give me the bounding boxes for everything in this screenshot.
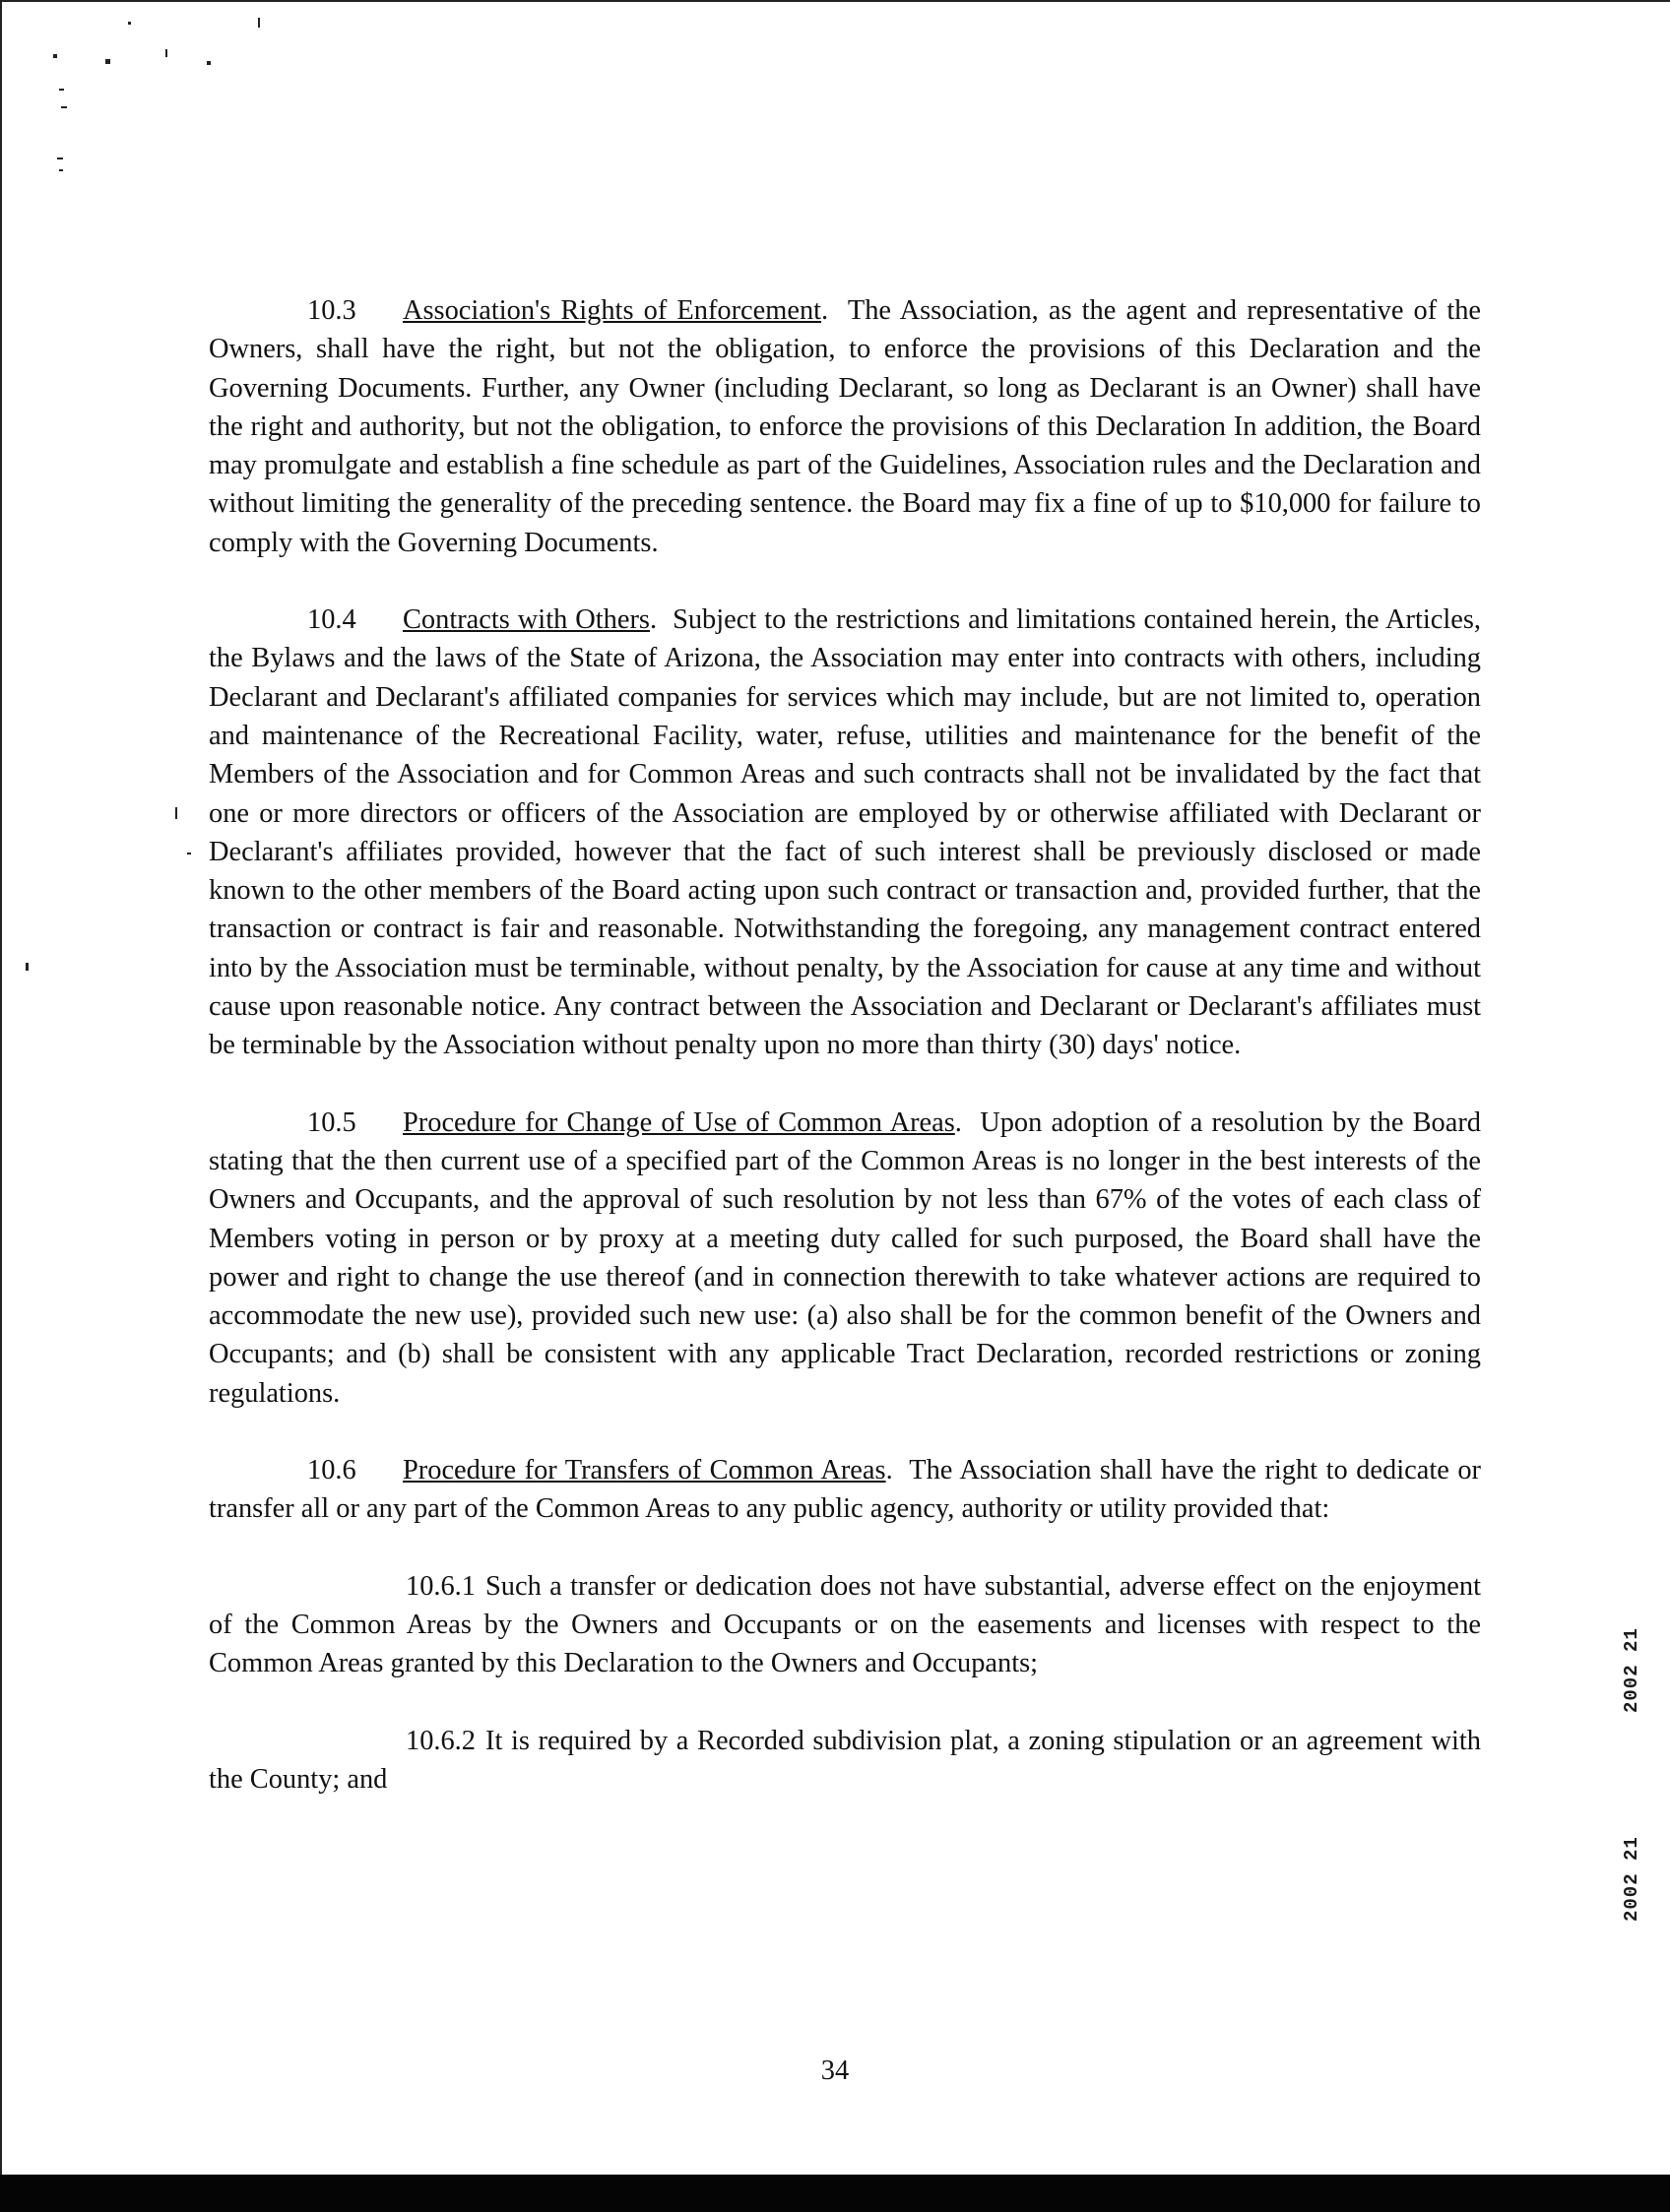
section-10-4: 10.4 Contracts with Others. Subject to the restrictions and limitations contained herein, the Articles, the Bylaws and the laws of the State of Arizona, the Association may enter into contracts with others, including Declarant and Declarant's affiliated companies for services which may include, but are not limited to, operation and maintenance of the Recreational Facility, water, refuse, utilities and maintenance for the benefit of the Members of the Association and for Common Areas and such contracts shall not be invalidated by the fact that one or more directors or officers of the Association are employed by or otherwise affiliated with Declarant or Declarant's affiliates provided, however that the fact of such interest shall be previously disclosed or made known to the other members of the Board acting upon such contract or transaction and, provided further, that the transaction or contract is fair and reasonable. Notwithstanding the foregoing, any management contract entered into by the Association must be terminable, without penalty, by the Association for cause at any time and without cause upon reasonable notice. Any contract between the Association and Declarant or Declarant's affiliates must be terminable by the Association without penalty upon no more than thirty (30) days' notice. [209, 600, 1481, 1065]
section-text: Upon adoption of a resolution by the Board stating that the then current use of a specified part of the Common Areas is no longer in the best interests of the Owners and Occupants, and the approval of such resolution by not less than 67% of the votes of each class of Members voting in person or by proxy at a meeting duty called for such purposed, the Board shall have the power and right to change the use thereof (and in connection therewith to take whatever actions are required to accommodate the new use), provided such new use: (a) also shall be for the common benefit of the Owners and Occupants; and (b) shall be consistent with any applicable Tract Declaration, recorded restrictions or zoning regulations. [209, 1106, 1482, 1409]
section-text: The Association, as the agent and representative of the Owners, shall have the right, but not the obligation, to enforce the provisions of this Declaration and the Governing Documents. Further, any Owner (including Declarant, so long as Declarant is an Owner) shall have the right and authority, but not the obligation, to enforce the provisions of this Declaration In addition, the Board may promulgate and establish a fine schedule as part of the Guidelines, Association rules and the Declaration and without limiting the generality of the preceding sentence. the Board may fix a fine of up to $10,000 for failure to comply with the Governing Documents. [209, 295, 1482, 558]
subsection-text: It is required by a Recorded subdivision plat, a zoning stipulation or an agreement with the County; and [209, 1725, 1481, 1795]
section-10-5: 10.5 Procedure for Change of Use of Common Areas. Upon adoption of a resolution by the Board stating that the then current use of a specified part of the Common Areas is no longer in the best interests of the Owners and Occupants, and the approval of such resolution by not less than 67% of the votes of each class of Members voting in person or by proxy at a meeting duty called for such purposed, the Board shall have the power and right to change the use thereof (and in connection therewith to take whatever actions are required to accommodate the new use), provided such new use: (a) also shall be for the common benefit of the Owners and Occupants; and (b) shall be consistent with any applicable Tract Declaration, recorded restrictions or zoning regulations. [209, 1104, 1481, 1413]
page-number: 34 [820, 2055, 850, 2086]
section-text: Subject to the restrictions and limitations contained herein, the Articles, the Bylaws and the laws of the State of Arizona, the Association may enter into contracts with others, including Declarant and Declarant's affiliated companies for services which may include, but are not limited to, operation and maintenance of the Recreational Facility, water, refuse, utilities and maintenance for the benefit of the Members of the Association and for Common Areas and such contracts shall not be invalidated by the fact that one or more directors or officers of the Association are employed by or otherwise affiliated with Declarant or Declarant's affiliates provided, however that the fact of such interest shall be previously disclosed or made known to the other members of the Board acting upon such contract or transaction and, provided further, that the transaction or contract is fair and reasonable. Notwithstanding the foregoing, any management contract entered into by the Association must be terminable, without penalty, by the Association for cause at any time and without cause upon reasonable notice. Any contract between the Association and Declarant or Declarant's affiliates must be terminable by the Association without penalty upon no more than thirty (30) days' notice. [209, 604, 1481, 1061]
subsection-text: Such a transfer or dedication does not have substantial, adverse effect on the enjoyment of the Common Areas by the Owners and Occupants or on the easements and licenses with respect to the Common Areas granted by this Declaration to the Owners and Occupants; [209, 1570, 1481, 1679]
subsection-number: 10.6.1 [406, 1570, 476, 1602]
section-10-6-1 [209, 1567, 1481, 1683]
section-text: The Association shall have the right to dedicate or transfer all or any part of the Common Areas to any public agency, authority or utility provided that: [209, 1455, 1481, 1525]
recording-stamp: 2002 21 [1621, 1836, 1642, 1922]
section-number: 10.5 [307, 1106, 356, 1138]
document-body [209, 291, 1481, 1837]
subsection-number: 10.6.2 [406, 1725, 476, 1756]
section-heading: Procedure for Transfers of Common Areas [403, 1455, 886, 1486]
section-10-3: 10.3 Association's Rights of Enforcement. The Association, as the agent and representative of the Owners, shall have the right, but not the obligation, to enforce the provisions of this Declaration and the Governing Documents. Further, any Owner (including Declarant, so long as Declarant is an Owner) shall have the right and authority, but not the obligation, to enforce the provisions of this Declaration In addition, the Board may promulgate and establish a fine schedule as part of the Guidelines, Association rules and the Declaration and without limiting the generality of the preceding sentence. the Board may fix a fine of up to $10,000 for failure to comply with the Governing Documents. [209, 291, 1481, 562]
section-10-6-2 [209, 1722, 1481, 1800]
section-heading: Association's Rights of Enforcement [403, 295, 822, 326]
section-number: 10.4 [307, 604, 356, 636]
section-number: 10.6 [307, 1455, 356, 1486]
scan-bottom-band [0, 2175, 1670, 2212]
section-10-6: 10.6 Procedure for Transfers of Common Areas. The Association shall have the right to dedicate or transfer all or any part of the Common Areas to any public agency, authority or utility provided that: [209, 1451, 1481, 1529]
recording-stamp: 2002 21 [1621, 1627, 1642, 1713]
section-number: 10.3 [307, 295, 356, 326]
section-heading: Contracts with Others [403, 604, 650, 636]
section-heading: Procedure for Change of Use of Common Areas [403, 1106, 955, 1138]
